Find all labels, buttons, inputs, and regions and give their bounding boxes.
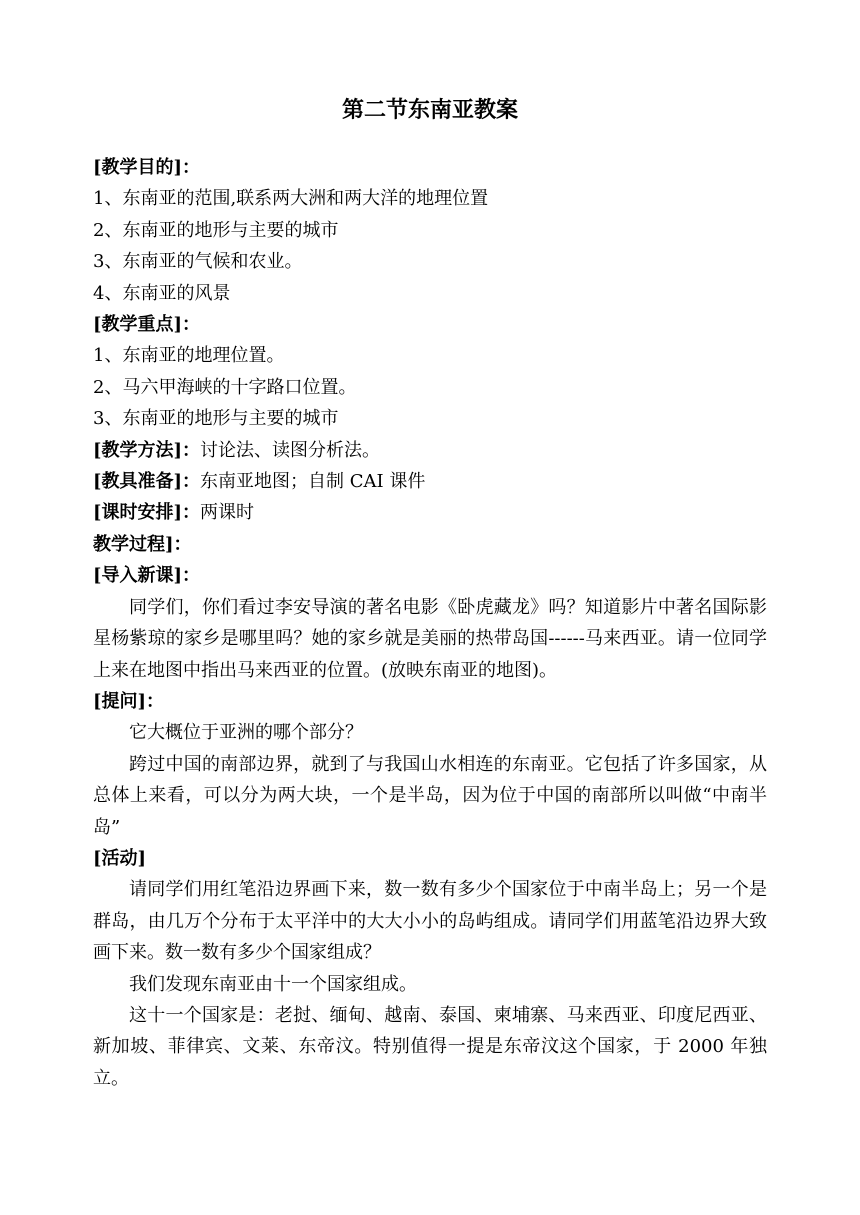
methods-row xyxy=(93,435,767,466)
objective-item: 4、东南亚的风景 xyxy=(93,282,231,304)
key-point-item: 1、东南亚的地理位置。 xyxy=(93,345,285,367)
question-paragraph: 它大概位于亚洲的哪个部分？ xyxy=(129,722,363,744)
objective-item: 3、东南亚的气候和农业。 xyxy=(93,251,303,273)
intro-heading: [导入新课]： xyxy=(93,565,201,587)
process-heading: 教学过程]： xyxy=(93,533,192,555)
objective-item: 2、东南亚的地形与主要的城市 xyxy=(93,219,339,241)
key-point-item: 2、马六甲海峡的十字路口位置。 xyxy=(93,376,357,398)
materials-label: [教具准备]： xyxy=(93,471,201,493)
question-paragraph: 跨过中国的南部边界，就到了与我国山水相连的东南亚。它包括了许多国家，从总体上来看，可以分为两大块，一个是半岛，因为位于中国的南部所以叫做“中南半岛” xyxy=(93,753,767,838)
key-points-heading: [教学重点]： xyxy=(93,314,201,336)
materials-value: 东南亚地图；自制 CAI 课件 xyxy=(200,471,426,493)
materials-row xyxy=(93,466,767,497)
schedule-row xyxy=(93,497,767,528)
activity-paragraph: 我们发现东南亚由十一个国家组成。 xyxy=(129,973,417,995)
activity-paragraph: 这十一个国家是：老挝、缅甸、越南、泰国、柬埔寨、马来西亚、印度尼西亚、新加坡、菲律宾、文莱、东帝汶。特别值得一提是东帝汶这个国家，于 2000 年独立。 xyxy=(93,1004,767,1089)
document-title: 第二节东南亚教案 xyxy=(341,97,518,123)
objectives-heading: [教学目的]： xyxy=(93,157,201,178)
question-heading: [提问]： xyxy=(93,690,165,712)
schedule-label: [课时安排]： xyxy=(93,502,201,524)
key-point-item: 3、东南亚的地形与主要的城市 xyxy=(93,408,339,430)
methods-label: [教学方法]： xyxy=(93,439,201,461)
methods-value: 讨论法、读图分析法。 xyxy=(200,439,381,461)
intro-paragraph: 同学们，你们看过李安导演的著名电影《卧虎藏龙》吗？知道影片中著名国际影星杨紫琼的家乡是哪里吗？她的家乡就是美丽的热带岛国------马来西亚。请一位同学上来在地图中指出马来西亚的位置。(放映东南亚的地图)。 xyxy=(93,596,767,681)
activity-heading: [活动] xyxy=(93,847,147,869)
objective-item: 1、东南亚的范围,联系两大洲和两大洋的地理位置 xyxy=(93,188,489,210)
schedule-value: 两课时 xyxy=(200,502,255,524)
document-page xyxy=(93,90,767,1094)
activity-paragraph: 请同学们用红笔沿边界画下来，数一数有多少个国家位于中南半岛上；另一个是群岛，由几万个分布于太平洋中的大大小小的岛屿组成。请同学们用蓝笔沿边界大致画下来。数一数有多少个国家组成？ xyxy=(93,879,767,964)
